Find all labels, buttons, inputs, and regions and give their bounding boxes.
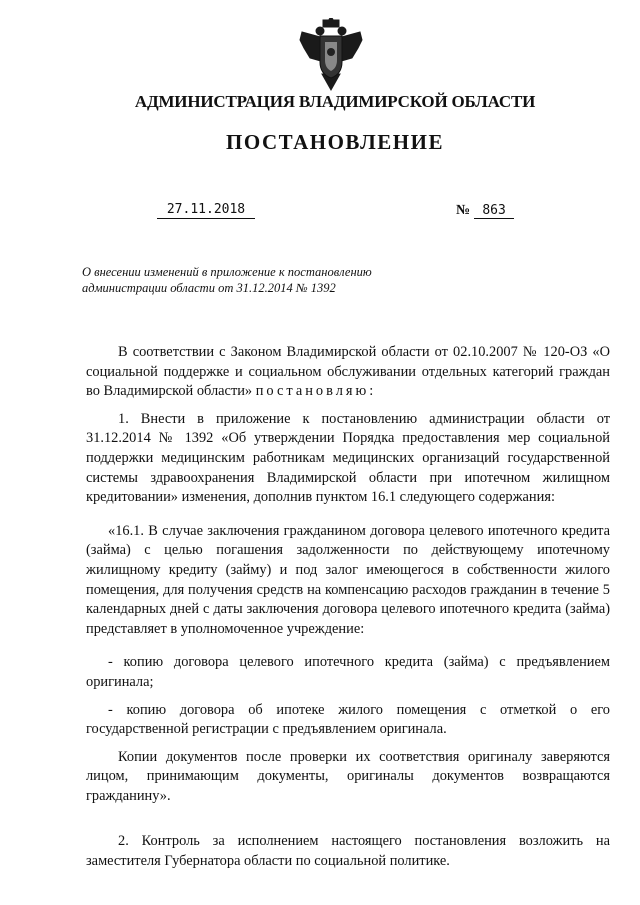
subject-line-1: О внесении изменений в приложение к постановлению: [82, 265, 372, 279]
clause-2: 2. Контроль за исполнением настоящего постановления возложить на заместителя Губернатора области по социальной политике.: [86, 833, 610, 870]
organization-title: АДМИНИСТРАЦИЯ ВЛАДИМИРСКОЙ ОБЛАСТИ: [134, 92, 536, 111]
coat-of-arms-emblem: [296, 18, 366, 92]
bullet-1: - копию договора целевого ипотечного кредита (займа) с предъявлением оригинала;: [86, 654, 610, 690]
document-number-block: [456, 202, 514, 219]
intro-keyword: постановляю:: [255, 383, 377, 400]
subject-line-2: администрации области от 31.12.2014 № 1392: [82, 281, 336, 295]
intro-paragraph: [86, 343, 610, 402]
bullet-2: - копию договора об ипотеке жилого помещения с отметкой о его государственной регистрации с предъявлением оригинала.: [86, 701, 610, 738]
clause-16-1: «16.1. В случае заключения гражданином договора целевого ипотечного кредита (займа) с целью погашения задолженности по действующему ипотечному жилищному кредиту (займу) и под залог имеющегося в собственности жилого помещения, для получения средств на компенсацию расходов гражданин в течение 5 календарных дней с даты заключения договора целевого ипотечного кредита (займа) представляет в уполномоченное учреждение:: [86, 522, 610, 637]
document-type-title: ПОСТАНОВЛЕНИЕ: [226, 130, 444, 154]
document-date: 27.11.2018: [157, 202, 255, 219]
document-number: 863: [474, 203, 514, 219]
intro-text: В соответствии с Законом Владимирской области от 02.10.2007 № 120-ОЗ «О социальной поддержке и социальном обслуживании отдельных категорий граждан во Владимирской области»: [86, 344, 610, 400]
document-body: [86, 343, 610, 872]
number-sign: №: [456, 203, 471, 218]
clause-1: 1. Внести в приложение к постановлению администрации области от 31.12.2014 № 1392 «Об утверждении Порядка предоставления мер социальной поддержки медицинским работникам медицинских организаций государственной системы здравоохранения Владимирской области при ипотечном жилищном кредитовании» изменения, дополнив пунктом 16.1 следующего содержания:: [86, 410, 610, 506]
document-subject: [82, 264, 422, 296]
copies-paragraph: Копии документов после проверки их соответствия оригиналу заверяются лицом, принимающим документы, оригиналы документов возвращаются гражданину».: [86, 748, 610, 804]
